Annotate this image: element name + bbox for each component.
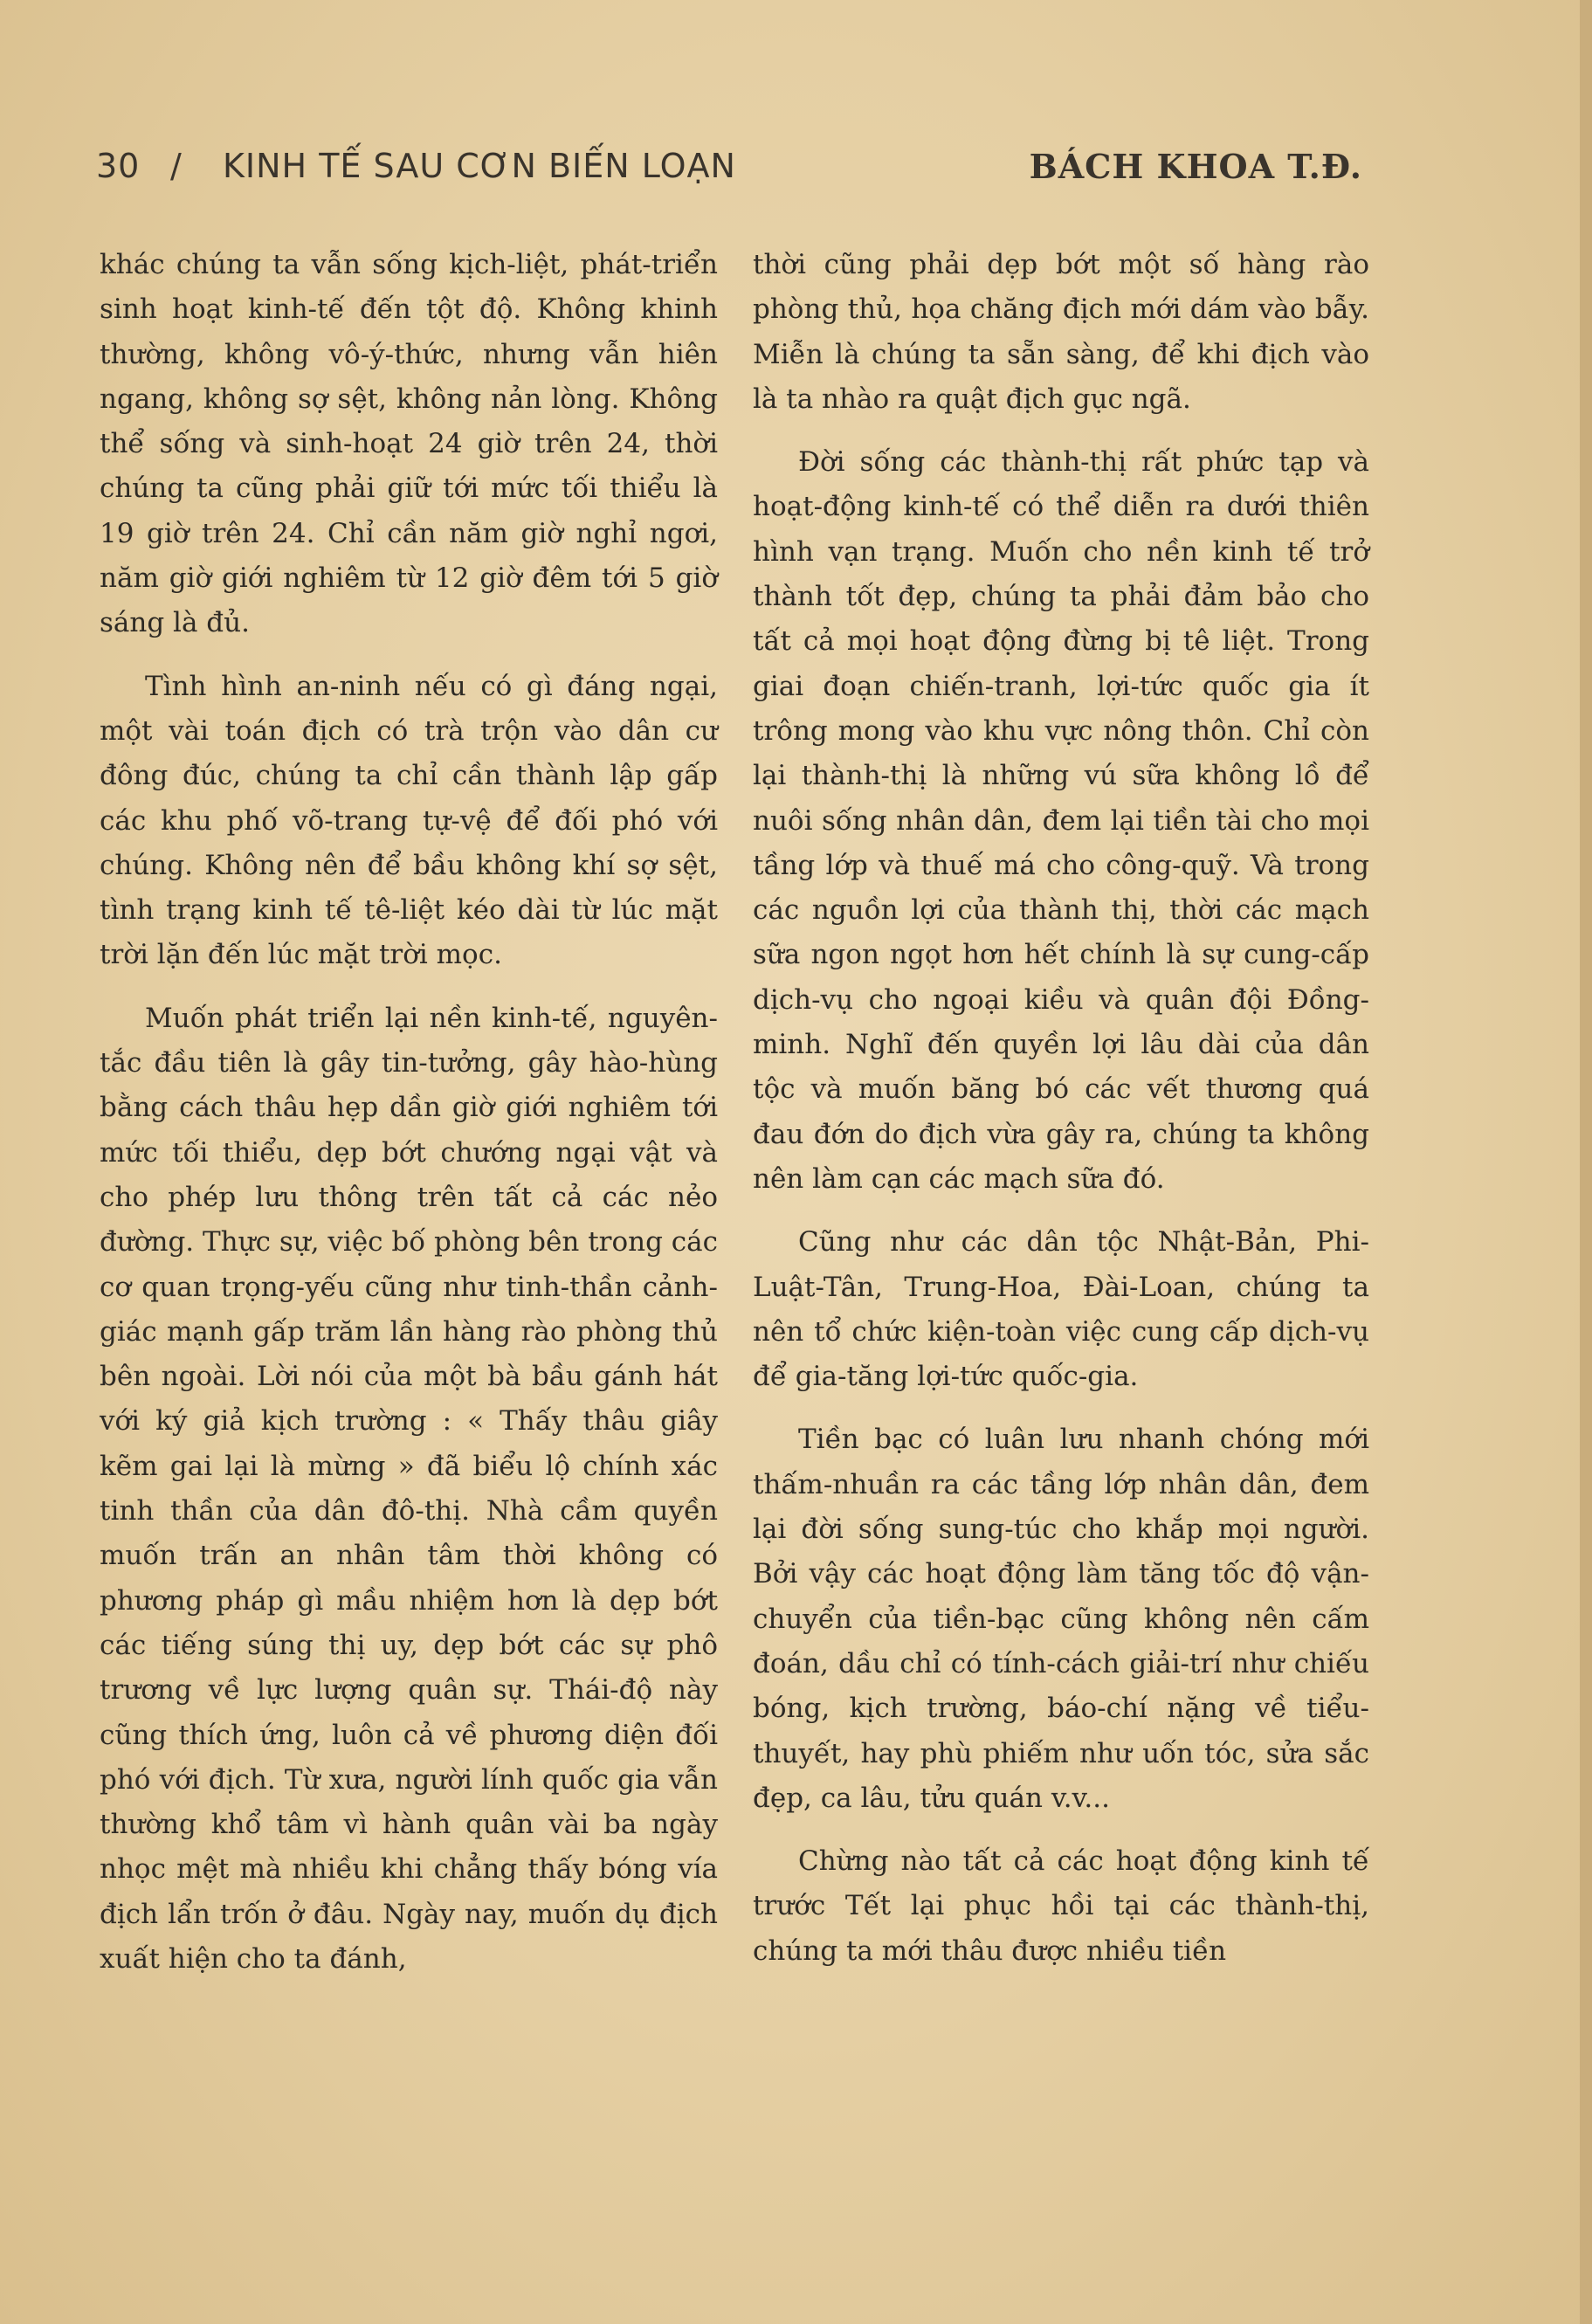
magazine-name: BÁCH KHOA T.Đ. xyxy=(1029,147,1362,186)
paragraph: Muốn phát triển lại nền kinh-tế, nguyên-tắc đầu tiên là gây tin-tưởng, gây hào-hùng bằng cách thâu hẹp dần giờ giới nghiêm tới mức tối thiểu, dẹp bớt chướng ngại vật và cho phép lưu thông trên tất cả các nẻo đường. Thực sự, việc bố phòng bên trong các cơ quan trọng-yếu cũng như tinh-thần cảnh-giác mạnh gấp trăm lần hàng rào phòng thủ bên ngoài. Lời nói của một bà bầu gánh hát với ký giả kịch trường : « Thấy thâu giây kẽm gai lại là mừng » đã biểu lộ chính xác tinh thần của dân đô-thị. Nhà cầm quyền muốn trấn an nhân tâm thời không có phương pháp gì mầu nhiệm hơn là dẹp bớt các tiếng súng thị uy, dẹp bớt các sự phô trương về lực lượng quân sự. Thái-độ này cũng thích ứng, luôn cả về phương diện đối phó với địch. Từ xưa, người lính quốc gia vẫn thường khổ tâm vì hành quân vài ba ngày nhọc mệt mà nhiều khi chẳng thấy bóng vía địch lẩn trốn ở đâu. Ngày nay, muốn dụ địch xuất hiện cho ta đánh, xyxy=(100,1002,719,1975)
paragraph: thời cũng phải dẹp bớt một số hàng rào phòng thủ, họa chăng địch mới dám vào bẫy. Miễn là chúng ta sẵn sàng, để khi địch vào là ta nhào ra quật địch gục ngã. xyxy=(753,249,1369,415)
left-column xyxy=(100,243,718,2000)
paragraph: Chừng nào tất cả các hoạt động kinh tế trước Tết lại phục hồi tại các thành-thị, chúng ta mới thâu được nhiều tiền xyxy=(753,1845,1369,1967)
page-number: 30 xyxy=(96,147,141,185)
paragraph: Cũng như các dân tộc Nhật-Bản, Phi-Luật-Tân, Trung-Hoa, Đài-Loan, chúng ta nên tổ chức kiện-toàn việc cung cấp dịch-vụ để gia-tăng lợi-tức quốc-gia. xyxy=(753,1226,1369,1393)
section-title: KINH TẾ SAU CƠN BIẾN LOẠN xyxy=(223,147,736,185)
page-edge xyxy=(1580,0,1592,2324)
paragraph: khác chúng ta vẫn sống kịch-liệt, phát-triển sinh hoạt kinh-tế đến tột độ. Không khinh thường, không vô-ý-thức, nhưng vẫn hiên ngang, không sợ sệt, không nản lòng. Không thể sống và sinh-hoạt 24 giờ trên 24, thời chúng ta cũng phải giữ tới mức tối thiểu là 19 giờ trên 24. Chỉ cần năm giờ nghỉ ngơi, năm giờ giới nghiêm từ 12 giờ đêm tới 5 giờ sáng là đủ. xyxy=(100,249,718,639)
paragraph: Tình hình an-ninh nếu có gì đáng ngại, một vài toán địch có trà trộn vào dân cư đông đúc, chúng ta chỉ cần thành lập gấp các khu phố võ-trang tự-vệ để đối phó với chúng. Không nên để bầu không khí sợ sệt, tình trạng kinh tế tê-liệt kéo dài từ lúc mặt trời lặn đến lúc mặt trời mọc. xyxy=(100,670,718,971)
header-separator: / xyxy=(170,147,183,185)
paragraph: Tiền bạc có luân lưu nhanh chóng mới thấm-nhuần ra các tầng lớp nhân dân, đem lại đời sống sung-túc cho khắp mọi người. Bởi vậy các hoạt động làm tăng tốc độ vận-chuyển của tiền-bạc cũng không nên cấm đoán, dầu chỉ có tính-cách giải-trí như chiếu bóng, kịch trường, báo-chí nặng về tiểu-thuyết, hay phù phiếm như uốn tóc, sửa sắc đẹp, ca lâu, tửu quán v.v... xyxy=(753,1424,1369,1814)
right-column xyxy=(753,243,1369,1992)
paragraph: Đời sống các thành-thị rất phức tạp và hoạt-động kinh-tế có thể diễn ra dưới thiên hình vạn trạng. Muốn cho nền kinh tế trở thành tốt đẹp, chúng ta phải đảm bảo cho tất cả mọi hoạt động đừng bị tê liệt. Trong giai đoạn chiến-tranh, lợi-tức quốc gia ít trông mong vào khu vực nông thôn. Chỉ còn lại thành-thị là những vú sữa không lồ để nuôi sống nhân dân, đem lại tiền tài cho mọi tầng lớp và thuế má cho công-quỹ. Và trong các nguồn lợi của thành thị, thời các mạch sữa ngon ngọt hơn hết chính là sự cung-cấp dịch-vụ cho ngoại kiều và quân đội Đồng-minh. Nghĩ đến quyền lợi lâu dài của dân tộc và muốn băng bó các vết thương quá đau đớn do địch vừa gây ra, chúng ta không nên làm cạn các mạch sữa đó. xyxy=(753,446,1369,1195)
running-header xyxy=(96,147,1362,199)
